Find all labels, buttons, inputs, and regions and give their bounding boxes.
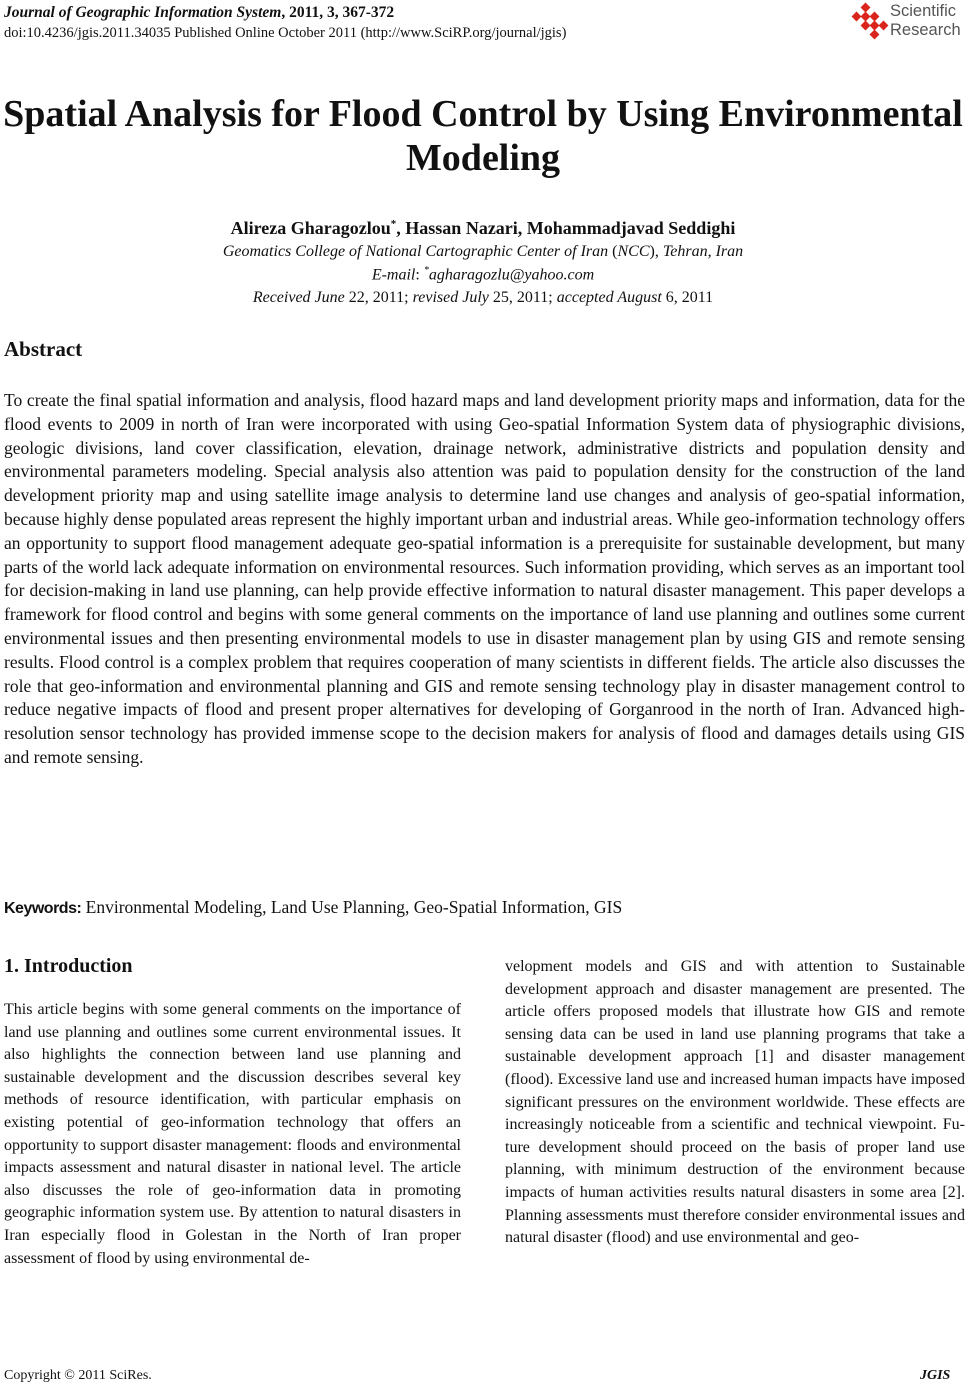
other-authors: , Hassan Nazari, Mohammadjavad Seddighi (396, 218, 736, 238)
section-heading-introduction: 1. Introduction (4, 955, 133, 977)
keywords-label: Keywords: (4, 900, 82, 917)
email-mark: * (423, 265, 429, 276)
keywords (4, 897, 964, 918)
affiliation (0, 243, 966, 261)
email-line (0, 265, 966, 284)
affiliation-institution: Geomatics College of National Cartographic Center of Iran (222, 243, 609, 260)
journal-name: Journal of Geographic Information System (4, 4, 282, 21)
email-address[interactable]: agharagozlu@yahoo.com (428, 266, 595, 284)
accepted-value: 6, 2011 (661, 289, 714, 306)
journal-citation (4, 4, 394, 22)
abstract-heading: Abstract (4, 337, 83, 361)
received-value: 22, 2011; (344, 289, 413, 306)
revised-value: 25, 2011; (488, 289, 557, 306)
affiliation-city: Tehran (662, 243, 708, 260)
author-list (0, 218, 966, 239)
email-label: E-mail (371, 266, 416, 284)
journal-issue: , 2011, 3, 367-372 (281, 4, 395, 21)
logo-line-2: Research (890, 21, 961, 39)
affiliation-paren-open: ( (608, 243, 618, 260)
affiliation-country: Iran (715, 243, 744, 260)
body-column-right: velopment models and GIS and with attention to Sustainable development approach and disaster management are presented. The article offers proposed models that illustrate how GIS and remote sensing data can be used in land use planning programs that take a sustainable development approach [1] and disaster management (flood). Excessive land use and increased human impacts have imposed significant pressures on the environment worldwide. These effects are increasingly noticeable from a scientific and technical viewpoint. Future development should proceed on the basis of proper land use planning, with minimum destruction of the environment because impacts of human activities results natural disasters in some area [2]. Planning assessments must therefore consider environmental issues and natural disaster (flood) and use environmental and geo- (505, 958, 965, 1247)
logo-line-1: Scientific (890, 2, 957, 20)
body-column-left: This article begins with some general comments on the importance of land use planning and outlines some current environmental issues. It also highlights the connection between land use planning and sustainable development and the discussion describes several key methods of resource identification, with particular emphasis on existing potential of geo-information technology that offers an opportunity to support disaster management: floods and environmental impacts assessment and natural disaster in national level. The article also discusses the role of geo-information data in promoting geographic information system use. By attention to natural disasters in Iran especially flood in Golestan in the North of Iran proper assessment of flood by using environmental de- (4, 1001, 461, 1267)
abstract-body: To create the final spatial information and analysis, flood hazard maps and land development priority maps and information, data for the flood events to 2009 in north of Iran were incorporated with using Geo-spatial Information System data of physiographic divisions, geologic divisions, land cover classification, elevation, drainage network, administrative districts and population density and environmental parameters modeling. Special analysis also attention was paid to population density for the construction of the land development priority map and using satellite image analysis to determine land use changes and analysis of geo-spatial information, because highly dense populated areas represent the highly important urban and industrial areas. While geo-information technology offers an opportunity to support flood management adequate geo-spatial information is a prerequisite for sustainable development, but many parts of the world lack adequate information on environmental resources. Such information providing, which serves as an important tool for decision-making in land use planning, can help provide effective information to natural disaster management. This paper develops a framework for flood control and begins with some general comments on the importance of land use planning and outlines some current environmental issues and then presenting environmental models to use in disaster management plan by using GIS and remote sensing results. Flood control is a complex problem that requires cooperation of many scientists in different fields. The article also discusses the role that geo-information and environmental planning and GIS and remote sensing technology play in disaster management control to reduce negative impacts of flood and present proper alternatives for developing of Gorganrood in the north of Iran. Advanced high-resolution sensor technology has provided immense scope to the decision makers for analysis of flood and damages details using GIS and remote sensing. (4, 390, 965, 767)
affiliation-paren-close: ), (649, 243, 663, 260)
affiliation-abbrev: NCC (617, 243, 650, 260)
author-1: Alireza Gharagozlou (230, 218, 391, 238)
publisher-logo-text (890, 2, 961, 40)
email-sep: : (415, 266, 424, 284)
paper-title: Spatial Analysis for Flood Control by Using Environmental Modeling (3, 93, 963, 179)
affiliation-comma: , (707, 243, 716, 260)
footer-journal-abbrev: JGIS (920, 1368, 951, 1383)
footer-copyright: Copyright © 2011 SciRes. (4, 1368, 152, 1383)
corresponding-mark: * (390, 218, 397, 230)
publication-dates (0, 289, 966, 307)
accepted-label: accepted August (556, 289, 662, 306)
doi-line: doi:10.4236/jgis.2011.34035 Published Online October 2011 (http://www.SciRP.org/journal/jgis) (4, 25, 567, 41)
received-label: Received June (252, 289, 345, 306)
revised-label: revised July (412, 289, 489, 306)
keywords-list: Environmental Modeling, Land Use Planning, Geo-Spatial Information, GIS (81, 897, 623, 917)
